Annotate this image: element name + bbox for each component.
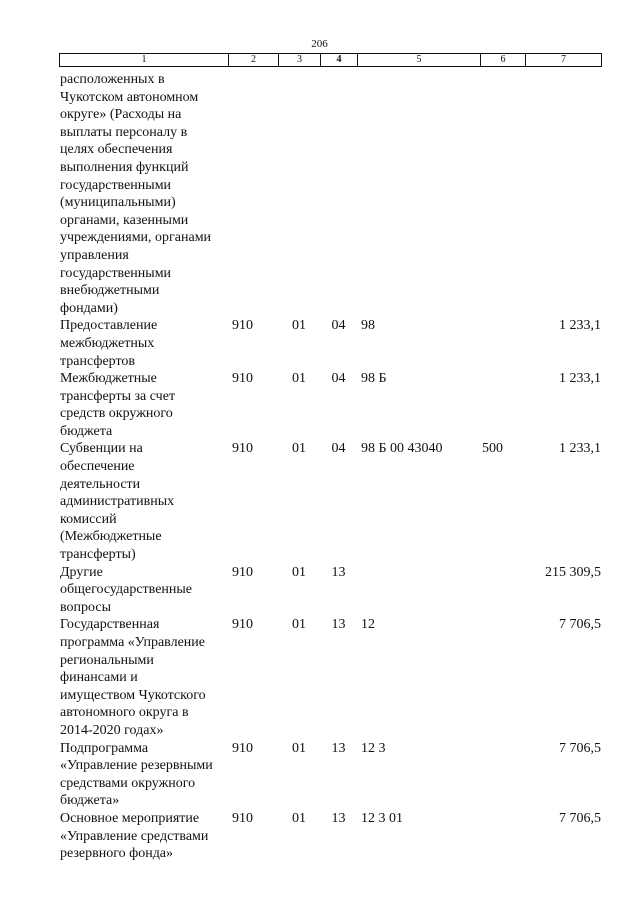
header-cell-6: 6 bbox=[481, 54, 526, 67]
row-name: Подпрограмма «Управление резервными средствами окружного бюджета» bbox=[60, 740, 213, 809]
row-name: Межбюджетные трансферты за счет средств окружного бюджета bbox=[60, 371, 176, 439]
column-number-header bbox=[59, 53, 602, 67]
row-target: 12 3 bbox=[361, 740, 386, 756]
row-type: 500 bbox=[482, 441, 503, 457]
row-subsection: 04 bbox=[331, 318, 346, 334]
row-target: 12 3 01 bbox=[361, 810, 403, 826]
row-type bbox=[470, 616, 515, 739]
row-code: 910 bbox=[232, 810, 253, 826]
row-subsection bbox=[320, 71, 357, 317]
table-row bbox=[59, 810, 607, 863]
row-subsection: 13 bbox=[331, 740, 346, 756]
row-subsection: 13 bbox=[331, 564, 346, 580]
row-type bbox=[470, 317, 515, 370]
row-amount: 1 233,1 bbox=[559, 371, 601, 387]
row-section: 01 bbox=[292, 318, 306, 334]
table-row bbox=[59, 317, 607, 370]
row-name: Другие общегосударственные вопросы bbox=[60, 564, 193, 615]
row-amount: 1 233,1 bbox=[559, 318, 601, 334]
row-target: 98 bbox=[361, 318, 375, 334]
header-row bbox=[60, 54, 602, 67]
header-cell-7: 7 bbox=[526, 54, 602, 67]
header-cell-2: 2 bbox=[229, 54, 279, 67]
row-code bbox=[228, 71, 278, 317]
table-row bbox=[59, 440, 607, 563]
row-section: 01 bbox=[292, 740, 306, 756]
row-type bbox=[470, 71, 515, 317]
table-row bbox=[59, 564, 607, 617]
row-target: 98 Б bbox=[361, 371, 387, 387]
row-subsection: 13 bbox=[331, 810, 346, 826]
row-code: 910 bbox=[232, 564, 253, 580]
row-name: Предоставление межбюджетных трансфертов bbox=[60, 318, 158, 369]
table-row bbox=[59, 740, 607, 810]
row-target bbox=[357, 564, 470, 617]
row-name: расположенных в Чукотском автономном округе» (Расходы на выплаты персоналу в целях обеспечения выполнения функций государственными (муниципальными) органами, казенными учреждениями, органами управления государственными внебюджетными фондами) bbox=[60, 72, 212, 316]
row-section: 01 bbox=[292, 371, 306, 387]
row-subsection: 04 bbox=[331, 371, 346, 387]
row-name: Основное мероприятие «Управление средствами резервного фонда» bbox=[60, 810, 209, 862]
row-type bbox=[470, 740, 515, 810]
budget-table bbox=[59, 71, 607, 863]
row-section: 01 bbox=[292, 441, 306, 457]
row-code: 910 bbox=[232, 441, 253, 457]
row-target: 98 Б 00 43040 bbox=[361, 441, 443, 457]
row-code: 910 bbox=[232, 371, 253, 387]
row-name: Государственная программа «Управление региональными финансами и имуществом Чукотского автономного округа в 2014-2020 годах» bbox=[60, 617, 206, 738]
page-number: 206 bbox=[311, 38, 328, 50]
header-cell-1: 1 bbox=[60, 54, 229, 67]
header-cell-4: 4 bbox=[321, 54, 358, 67]
row-code: 910 bbox=[232, 740, 253, 756]
row-name: Субвенции на обеспечение деятельности административных комиссий (Межбюджетные трансферты) bbox=[60, 441, 175, 563]
row-amount: 1 233,1 bbox=[559, 441, 601, 457]
row-code: 910 bbox=[232, 318, 253, 334]
row-subsection: 04 bbox=[331, 441, 346, 457]
row-type bbox=[470, 564, 515, 617]
row-amount: 215 309,5 bbox=[545, 564, 601, 580]
row-subsection: 13 bbox=[331, 617, 346, 633]
row-amount bbox=[515, 71, 607, 317]
row-amount: 7 706,5 bbox=[559, 617, 601, 633]
row-amount: 7 706,5 bbox=[559, 810, 601, 826]
header-cell-3: 3 bbox=[279, 54, 321, 67]
table-row bbox=[59, 616, 607, 739]
row-target: 12 bbox=[361, 617, 375, 633]
row-type bbox=[470, 810, 515, 863]
row-section: 01 bbox=[292, 564, 306, 580]
row-section: 01 bbox=[292, 617, 306, 633]
row-target bbox=[357, 71, 470, 317]
header-cell-5: 5 bbox=[358, 54, 481, 67]
row-type bbox=[470, 370, 515, 440]
table-row bbox=[59, 71, 607, 317]
row-code: 910 bbox=[232, 617, 253, 633]
table-row bbox=[59, 370, 607, 440]
row-section bbox=[278, 71, 320, 317]
row-section: 01 bbox=[292, 810, 306, 826]
row-amount: 7 706,5 bbox=[559, 740, 601, 756]
